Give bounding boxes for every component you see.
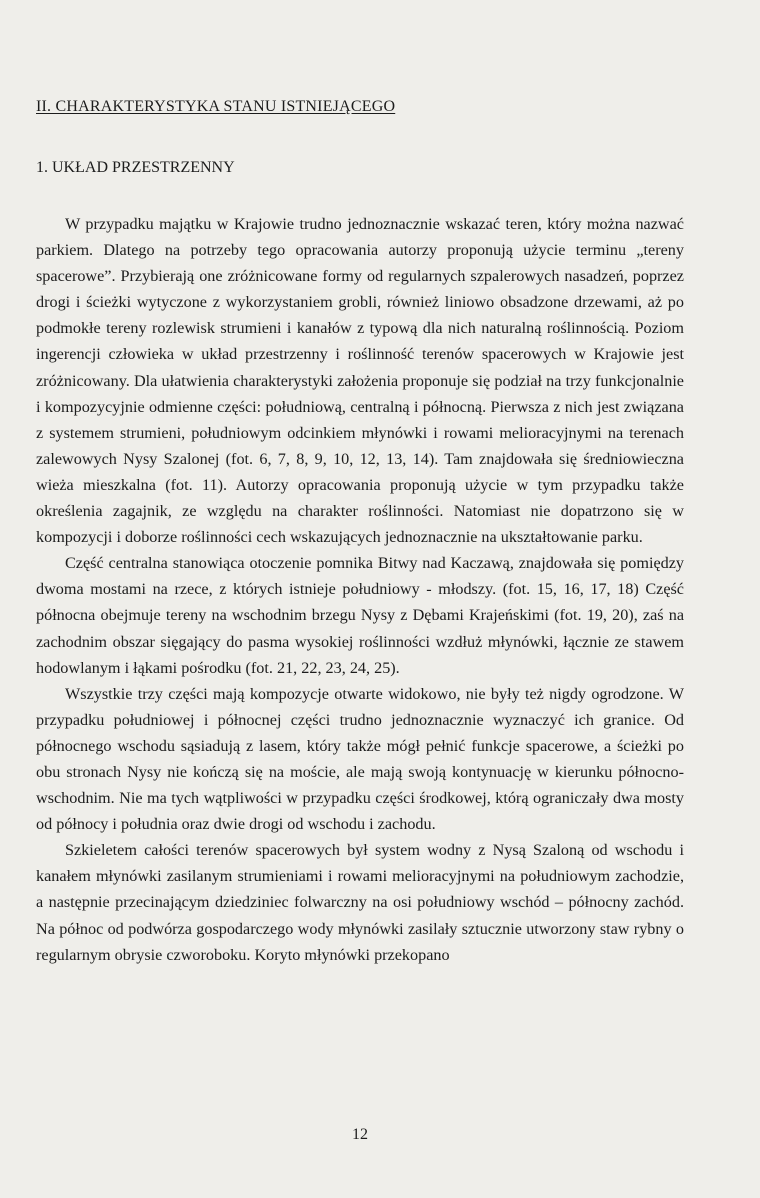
body-text bbox=[36, 211, 684, 968]
paragraph: Część centralna stanowiąca otoczenie pomnika Bitwy nad Kaczawą, znajdowała się pomiędzy dwoma mostami na rzece, z których istnieje południowy - młodszy. (fot. 15, 16, 17, 18) Część północna obejmuje tereny na wschodnim brzegu Nysy z Dębami Krajeńskimi (fot. 19, 20), zaś na zachodnim obszar sięgający do pasma wysokiej roślinności wzdłuż młynówki, łącznie ze stawem hodowlanym i łąkami pośrodku (fot. 21, 22, 23, 24, 25). bbox=[36, 554, 684, 677]
paragraph: W przypadku majątku w Krajowie trudno jednoznacznie wskazać teren, który można nazwać parkiem. Dlatego na potrzeby tego opracowania autorzy proponują użycie terminu „tereny spacerowe”. Przybierają one zróżnicowane formy od regularnych szpalerowych nasadzeń, poprzez drogi i ścieżki wytyczone z wykorzystaniem grobli, również liniowo obsadzone drzewami, aż po podmokłe tereny rozlewisk strumieni i kanałów z typową dla nich naturalną roślinnością. Poziom ingerencji człowieka w układ przestrzenny i roślinność terenów spacerowych w Krajowie jest zróżnicowany. Dla ułatwienia charakterystyki założenia proponuje się podział na trzy funkcjonalnie i kompozycyjnie odmienne części: południową, centralną i północną. Pierwsza z nich jest związana z systemem strumieni, południowym odcinkiem młynówki i rowami melioracyjnymi na terenach zalewowych Nysy Szalonej (fot. 6, 7, 8, 9, 10, 12, 13, 14). Tam znajdowała się średniowieczna wieża mieszkalna (fot. 11). Autorzy opracowania proponują użycie w tym przypadku także określenia zagajnik, ze względu na charakter roślinności. Natomiast nie dopatrzono się w kompozycji i doborze roślinności cech wskazujących jednoznacznie na ukształtowanie parku. bbox=[36, 215, 684, 547]
page-number: 12 bbox=[352, 1126, 368, 1143]
subsection-heading: 1. UKŁAD PRZESTRZENNY bbox=[36, 159, 235, 176]
paragraph: Szkieletem całości terenów spacerowych był system wodny z Nysą Szaloną od wschodu i kanałem młynówki zasilanym strumieniami i rowami melioracyjnymi na południowym zachodzie, a następnie przecinającym dziedziniec folwarczny na osi południowy wschód – północny zachód. Na północ od podwórza gospodarczego wody młynówki zasilały sztucznie utworzony staw rybny o regularnym obrysie czworoboku. Koryto młynówki przekopano bbox=[36, 841, 684, 964]
paragraph: Wszystkie trzy części mają kompozycje otwarte widokowo, nie były też nigdy ogrodzone. W przypadku południowej i północnej części trudno jednoznacznie wyznaczyć ich granice. Od północnego wschodu sąsiadują z lasem, który także mógł pełnić funkcje spacerowe, a ścieżki po obu stronach Nysy nie kończą się na moście, ale mają swoją kontynuację w kierunku północno-wschodnim. Nie ma tych wątpliwości w przypadku części środkowej, którą ograniczały dwa mosty od północy i południa oraz dwie drogi od wschodu i zachodu. bbox=[36, 684, 684, 834]
section-heading: II. CHARAKTERYSTYKA STANU ISTNIEJĄCEGO bbox=[36, 98, 396, 115]
